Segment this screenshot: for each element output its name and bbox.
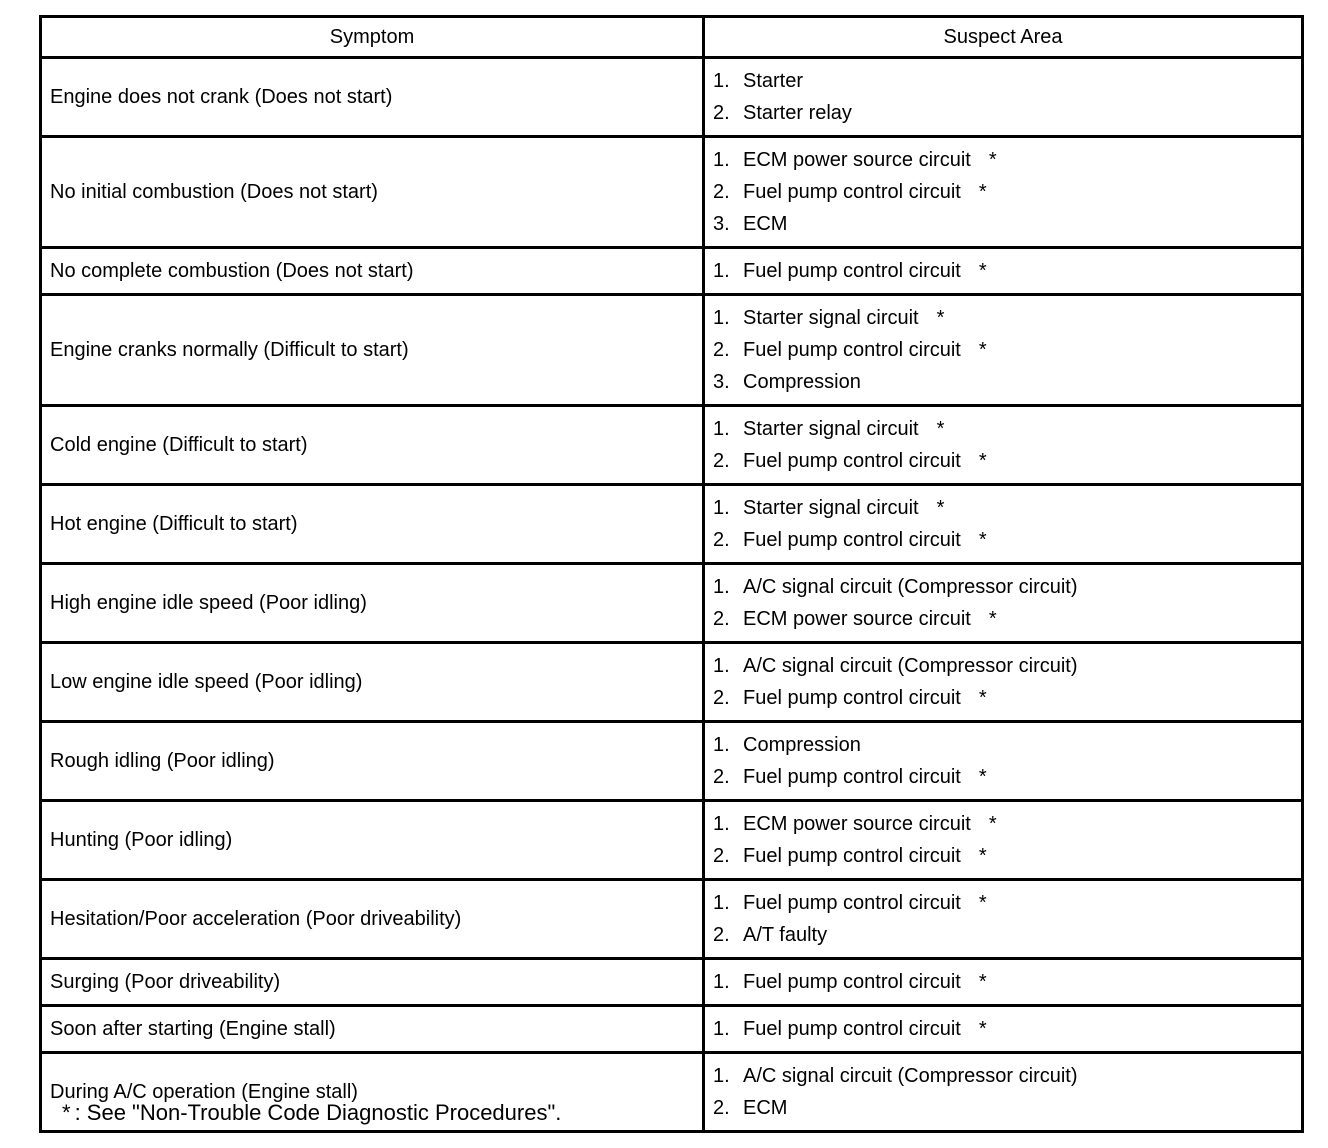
item-text: Fuel pump control circuit	[743, 845, 961, 867]
item-text: Fuel pump control circuit	[743, 450, 961, 472]
item-number: 1.	[713, 1065, 730, 1087]
suspect-area-item	[713, 650, 1301, 682]
item-text: Fuel pump control circuit	[743, 687, 961, 709]
asterisk-icon: *	[936, 418, 945, 440]
asterisk-icon: *	[936, 497, 945, 519]
header-row	[41, 17, 1303, 58]
table-body	[41, 58, 1303, 1132]
table-row	[41, 643, 1303, 722]
item-text: Fuel pump control circuit	[743, 529, 961, 551]
item-number: 2.	[713, 529, 730, 551]
item-text: Starter signal circuit	[743, 497, 919, 519]
item-text: A/C signal circuit (Compressor circuit)	[743, 1065, 1078, 1087]
item-text: Fuel pump control circuit	[743, 766, 961, 788]
suspect-area-item	[713, 208, 1301, 240]
suspect-area-item	[713, 144, 1301, 176]
item-number: 1.	[713, 70, 730, 92]
symptom-cell: Hot engine (Difficult to start)	[41, 485, 704, 564]
suspect-area-item	[713, 603, 1301, 635]
asterisk-icon: *	[936, 307, 945, 329]
item-number: 2.	[713, 608, 730, 630]
item-number: 1.	[713, 734, 730, 756]
suspect-area-cell	[704, 1053, 1303, 1132]
item-number: 1.	[713, 260, 730, 282]
item-number: 1.	[713, 892, 730, 914]
item-number: 1.	[713, 497, 730, 519]
item-text: ECM power source circuit	[743, 149, 971, 171]
symptom-cell: Rough idling (Poor idling)	[41, 722, 704, 801]
item-number: 1.	[713, 1018, 730, 1040]
symptom-column-header: Symptom	[41, 17, 704, 58]
asterisk-icon: *	[988, 608, 997, 630]
suspect-area-item	[713, 966, 1301, 998]
suspect-area-cell	[704, 801, 1303, 880]
symptom-cell: Engine cranks normally (Difficult to start)	[41, 295, 704, 406]
suspect-area-column-header: Suspect Area	[704, 17, 1303, 58]
item-number: 2.	[713, 102, 730, 124]
suspect-area-item	[713, 445, 1301, 477]
item-number: 2.	[713, 1097, 730, 1119]
suspect-area-item	[713, 808, 1301, 840]
suspect-area-cell	[704, 880, 1303, 959]
symptom-cell: No complete combustion (Does not start)	[41, 248, 704, 295]
symptom-cell: Cold engine (Difficult to start)	[41, 406, 704, 485]
item-text: ECM power source circuit	[743, 608, 971, 630]
item-text: Fuel pump control circuit	[743, 1018, 961, 1040]
asterisk-icon: *	[978, 260, 987, 282]
suspect-area-cell	[704, 564, 1303, 643]
symptom-cell: Low engine idle speed (Poor idling)	[41, 643, 704, 722]
item-text: A/C signal circuit (Compressor circuit)	[743, 655, 1078, 677]
item-number: 2.	[713, 450, 730, 472]
suspect-area-cell	[704, 406, 1303, 485]
item-number: 3.	[713, 213, 730, 235]
item-text: ECM	[743, 213, 788, 235]
suspect-area-cell	[704, 248, 1303, 295]
symptom-cell: Surging (Poor driveability)	[41, 959, 704, 1006]
table-row	[41, 58, 1303, 137]
asterisk-icon: *	[978, 181, 987, 203]
table-row	[41, 880, 1303, 959]
item-text: Compression	[743, 371, 861, 393]
suspect-area-cell	[704, 58, 1303, 137]
asterisk-icon: *	[978, 450, 987, 472]
footnote-text: : See "Non-Trouble Code Diagnostic Procedures".	[74, 1100, 562, 1125]
item-number: 2.	[713, 924, 730, 946]
suspect-area-item	[713, 1060, 1301, 1092]
suspect-area-cell	[704, 485, 1303, 564]
suspect-area-item	[713, 1013, 1301, 1045]
item-number: 2.	[713, 687, 730, 709]
symptom-cell: Hesitation/Poor acceleration (Poor driveability)	[41, 880, 704, 959]
item-text: ECM power source circuit	[743, 813, 971, 835]
suspect-area-item	[713, 887, 1301, 919]
suspect-area-item	[713, 97, 1301, 129]
suspect-area-item	[713, 571, 1301, 603]
suspect-area-cell	[704, 1006, 1303, 1053]
suspect-area-item	[713, 366, 1301, 398]
item-number: 1.	[713, 418, 730, 440]
suspect-area-item	[713, 729, 1301, 761]
item-text: Fuel pump control circuit	[743, 892, 961, 914]
item-text: ECM	[743, 1097, 788, 1119]
table-row	[41, 564, 1303, 643]
suspect-area-item	[713, 492, 1301, 524]
item-number: 1.	[713, 149, 730, 171]
problem-symptoms-table	[39, 15, 1304, 1133]
suspect-area-item	[713, 65, 1301, 97]
item-number: 2.	[713, 845, 730, 867]
item-number: 3.	[713, 371, 730, 393]
suspect-area-item	[713, 682, 1301, 714]
symptom-cell: No initial combustion (Does not start)	[41, 137, 704, 248]
suspect-area-item	[713, 255, 1301, 287]
item-text: A/T faulty	[743, 924, 828, 946]
table-header	[41, 17, 1303, 58]
item-text: Fuel pump control circuit	[743, 971, 961, 993]
symptom-cell: Soon after starting (Engine stall)	[41, 1006, 704, 1053]
suspect-area-item	[713, 761, 1301, 793]
asterisk-icon: *	[978, 845, 987, 867]
symptom-cell: During A/C operation (Engine stall)	[41, 1053, 704, 1132]
asterisk-icon: *	[978, 892, 987, 914]
asterisk-icon: *	[978, 1018, 987, 1040]
table-row	[41, 295, 1303, 406]
item-text: Starter signal circuit	[743, 307, 919, 329]
suspect-area-item	[713, 524, 1301, 556]
item-text: Fuel pump control circuit	[743, 339, 961, 361]
suspect-area-cell	[704, 137, 1303, 248]
symptom-cell: Hunting (Poor idling)	[41, 801, 704, 880]
item-number: 2.	[713, 766, 730, 788]
item-text: A/C signal circuit (Compressor circuit)	[743, 576, 1078, 598]
asterisk-icon: *	[988, 149, 997, 171]
asterisk-icon: *	[988, 813, 997, 835]
asterisk-icon: *	[978, 529, 987, 551]
item-number: 2.	[713, 339, 730, 361]
item-text: Starter signal circuit	[743, 418, 919, 440]
table-row	[41, 1006, 1303, 1053]
table-row	[41, 485, 1303, 564]
table-row	[41, 137, 1303, 248]
suspect-area-item	[713, 919, 1301, 951]
item-number: 1.	[713, 307, 730, 329]
item-number: 1.	[713, 655, 730, 677]
item-number: 1.	[713, 971, 730, 993]
symptom-cell: High engine idle speed (Poor idling)	[41, 564, 704, 643]
asterisk-icon: *	[978, 687, 987, 709]
suspect-area-item	[713, 334, 1301, 366]
suspect-area-item	[713, 413, 1301, 445]
asterisk-icon: *	[978, 971, 987, 993]
item-text: Compression	[743, 734, 861, 756]
table-row	[41, 722, 1303, 801]
suspect-area-cell	[704, 295, 1303, 406]
suspect-area-item	[713, 302, 1301, 334]
suspect-area-cell	[704, 959, 1303, 1006]
suspect-area-cell	[704, 643, 1303, 722]
table-row	[41, 406, 1303, 485]
item-text: Starter relay	[743, 102, 852, 124]
item-text: Starter	[743, 70, 804, 92]
symptom-cell: Engine does not crank (Does not start)	[41, 58, 704, 137]
suspect-area-cell	[704, 722, 1303, 801]
item-number: 1.	[713, 576, 730, 598]
problem-symptoms-table-sheet	[39, 15, 1301, 1133]
suspect-area-item	[713, 1092, 1301, 1124]
item-number: 2.	[713, 181, 730, 203]
table-row	[41, 959, 1303, 1006]
footnote	[62, 1100, 561, 1126]
suspect-area-item	[713, 840, 1301, 872]
item-text: Fuel pump control circuit	[743, 260, 961, 282]
asterisk-icon: *	[978, 339, 987, 361]
item-text: Fuel pump control circuit	[743, 181, 961, 203]
asterisk-icon: *	[62, 1100, 71, 1125]
suspect-area-item	[713, 176, 1301, 208]
item-number: 1.	[713, 813, 730, 835]
table-row	[41, 801, 1303, 880]
table-row	[41, 248, 1303, 295]
asterisk-icon: *	[978, 766, 987, 788]
